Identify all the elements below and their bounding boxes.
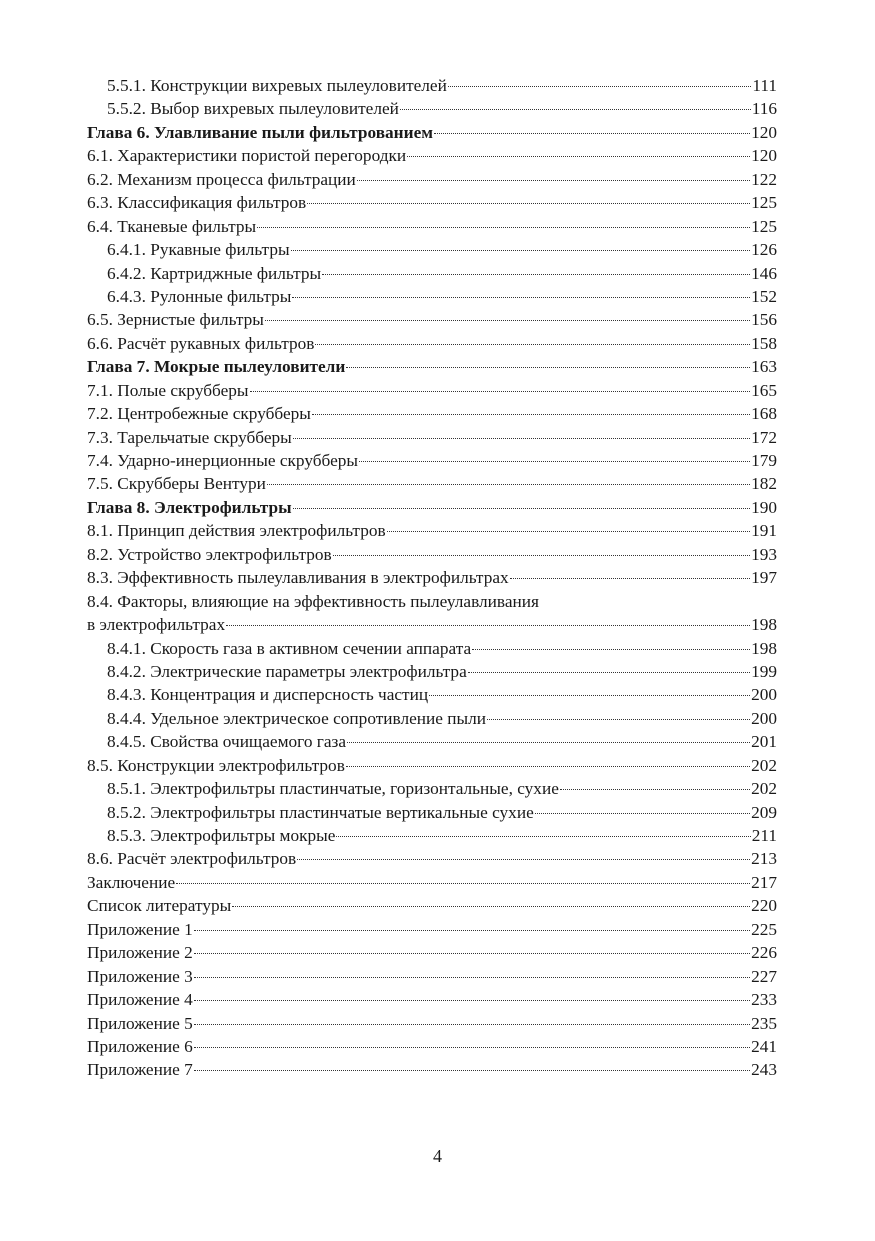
toc-dot-leader: [387, 527, 750, 532]
toc-entry-page-number: 168: [751, 404, 777, 424]
toc-entry[interactable]: [87, 801, 777, 824]
toc-entry-page-number: 202: [751, 755, 777, 775]
toc-dot-leader: [448, 82, 752, 87]
toc-entry-page-number: 111: [752, 76, 777, 95]
toc-entry-page-number: 156: [751, 310, 777, 330]
toc-entry-page-number: 235: [751, 1013, 777, 1033]
toc-dot-leader: [194, 996, 750, 1001]
toc-entry[interactable]: [87, 191, 777, 214]
toc-dot-leader: [226, 621, 750, 626]
toc-entry-page-number: 211: [751, 826, 777, 845]
toc-entry[interactable]: [87, 168, 777, 191]
toc-dot-leader: [312, 410, 750, 415]
toc-dot-leader: [232, 902, 750, 907]
toc-dot-leader: [297, 855, 750, 860]
toc-entry[interactable]: [87, 660, 777, 683]
toc-entry[interactable]: [87, 426, 777, 449]
toc-entry-title: 8.4. Факторы, влияющие на эффективность пылеулавливания: [87, 591, 539, 611]
toc-dot-leader: [194, 973, 750, 978]
toc-entry[interactable]: [87, 449, 777, 472]
table-of-contents: [87, 74, 777, 1082]
toc-entry-title: 6.6. Расчёт рукавных фильтров: [87, 333, 315, 353]
toc-entry-page-number: 126: [751, 240, 777, 260]
toc-entry-title: 7.2. Центробежные скрубберы: [87, 404, 311, 424]
toc-entry[interactable]: [87, 707, 777, 730]
toc-dot-leader: [434, 129, 750, 134]
toc-entry-title: 5.5.1. Конструкции вихревых пылеуловителей: [107, 76, 447, 95]
toc-entry-page-number: 179: [751, 451, 777, 470]
toc-entry[interactable]: [87, 730, 777, 753]
toc-dot-leader: [250, 387, 751, 392]
toc-dot-leader: [510, 574, 750, 579]
toc-entry-page-number: 200: [751, 708, 777, 728]
toc-entry-title: 6.4.1. Рукавные фильтры: [107, 240, 290, 260]
toc-entry[interactable]: [87, 965, 777, 988]
toc-entry-page-number: 146: [751, 263, 777, 283]
toc-entry-title: 6.2. Механизм процесса фильтрации: [87, 169, 356, 189]
toc-entry-page-number: 125: [751, 216, 777, 236]
toc-dot-leader: [333, 551, 750, 556]
toc-entry[interactable]: [87, 683, 777, 706]
toc-chapter-entry[interactable]: [87, 355, 777, 378]
toc-dot-leader: [194, 1020, 750, 1025]
toc-entry-title: Глава 6. Улавливание пыли фильтрованием: [87, 122, 434, 142]
toc-entry-title: 6.4. Тканевые фильтры: [87, 216, 257, 236]
toc-entry-title: 8.4.5. Свойства очищаемого газа: [107, 732, 347, 752]
toc-dot-leader: [400, 105, 751, 110]
toc-entry[interactable]: [87, 754, 777, 777]
toc-entry-title: Глава 8. Электрофильтры: [87, 497, 292, 517]
toc-entry[interactable]: [87, 308, 777, 331]
toc-entry-page-number: 198: [751, 615, 777, 635]
toc-dot-leader: [468, 668, 750, 673]
toc-entry-title: Приложение 5: [87, 1013, 193, 1033]
page-number: 4: [433, 1146, 442, 1166]
toc-entry[interactable]: [87, 379, 777, 402]
toc-chapter-entry[interactable]: [87, 496, 777, 519]
toc-entry-title: 8.5. Конструкции электрофильтров: [87, 755, 345, 775]
toc-entry-title: Приложение 2: [87, 943, 193, 963]
toc-entry-title: Заключение: [87, 872, 176, 892]
toc-entry[interactable]: [87, 941, 777, 964]
toc-entry[interactable]: [87, 988, 777, 1011]
toc-entry-page-number: 233: [751, 990, 777, 1010]
toc-entry[interactable]: [87, 894, 777, 917]
toc-entry[interactable]: [87, 613, 777, 636]
toc-entry[interactable]: [87, 402, 777, 425]
toc-entry[interactable]: [87, 215, 777, 238]
toc-entry-page-number: 199: [751, 661, 777, 681]
toc-dot-leader: [346, 363, 750, 368]
toc-entry-title: 6.4.2. Картриджные фильтры: [107, 263, 322, 283]
toc-entry[interactable]: [87, 262, 777, 285]
toc-dot-leader: [194, 1066, 750, 1071]
toc-entry-page-number: 125: [751, 193, 777, 213]
toc-entry-page-number: 158: [751, 333, 777, 353]
toc-entry-title: 8.3. Эффективность пылеулавливания в электрофильтрах: [87, 568, 509, 588]
toc-entry[interactable]: [87, 637, 777, 660]
toc-entry-page-number: 200: [751, 685, 777, 705]
toc-entry-page-number: 193: [751, 544, 777, 564]
toc-entry[interactable]: [87, 74, 777, 97]
toc-entry-page-number: 191: [751, 521, 777, 541]
toc-entry-title: 8.4.2. Электрические параметры электрофильтра: [107, 661, 467, 681]
toc-entry-page-number: 152: [751, 286, 777, 306]
toc-entry-page-number: 202: [751, 779, 777, 799]
toc-entry-page-number: 197: [751, 568, 777, 588]
toc-entry-page-number: 116: [751, 99, 777, 119]
toc-entry[interactable]: [87, 285, 777, 308]
toc-dot-leader: [429, 691, 750, 696]
toc-entry-page-number: 120: [751, 122, 777, 142]
toc-entry-title: 8.5.1. Электрофильтры пластинчатые, горизонтальные, сухие: [107, 779, 559, 799]
toc-entry-title: 6.4.3. Рулонные фильтры: [107, 286, 292, 306]
toc-dot-leader: [336, 832, 750, 837]
toc-dot-leader: [472, 645, 750, 650]
toc-entry[interactable]: [87, 871, 777, 894]
toc-entry-title: Список литературы: [87, 896, 232, 916]
toc-entry-title: 7.5. Скрубберы Вентури: [87, 474, 266, 494]
toc-entry-page-number: 225: [751, 919, 777, 939]
toc-entry-page-number: 182: [751, 474, 777, 494]
toc-entry-title: 8.1. Принцип действия электрофильтров: [87, 521, 386, 541]
toc-dot-leader: [315, 340, 750, 345]
toc-entry[interactable]: [87, 847, 777, 870]
toc-entry[interactable]: [87, 1012, 777, 1035]
toc-dot-leader: [293, 434, 750, 439]
toc-entry-title: Приложение 3: [87, 966, 193, 986]
toc-dot-leader: [194, 949, 750, 954]
toc-entry-title: Глава 7. Мокрые пылеуловители: [87, 357, 346, 377]
toc-dot-leader: [292, 293, 750, 298]
toc-dot-leader: [487, 715, 750, 720]
toc-entry-title: 6.3. Классификация фильтров: [87, 193, 307, 213]
toc-entry[interactable]: [87, 824, 777, 847]
toc-dot-leader: [307, 199, 750, 204]
toc-dot-leader: [265, 316, 750, 321]
toc-entry[interactable]: [87, 238, 777, 261]
toc-entry-page-number: 122: [751, 169, 777, 189]
toc-entry-title: Приложение 4: [87, 990, 193, 1010]
toc-dot-leader: [357, 176, 750, 181]
toc-dot-leader: [176, 879, 750, 884]
toc-entry-page-number: 217: [751, 872, 777, 892]
toc-entry-title: 8.6. Расчёт электрофильтров: [87, 849, 297, 869]
toc-entry-title: Приложение 7: [87, 1060, 193, 1080]
toc-entry[interactable]: [87, 332, 777, 355]
toc-entry-title: в электрофильтрах: [87, 615, 226, 635]
toc-entry[interactable]: [87, 144, 777, 167]
toc-entry-title: 7.4. Ударно-инерционные скрубберы: [87, 451, 359, 470]
toc-entry[interactable]: [87, 918, 777, 941]
toc-entry-title: 8.4.1. Скорость газа в активном сечении аппарата: [107, 638, 472, 658]
toc-entry[interactable]: [87, 519, 777, 542]
toc-entry-title: 7.3. Тарельчатые скрубберы: [87, 427, 292, 447]
toc-entry-page-number: 243: [751, 1060, 777, 1080]
toc-dot-leader: [194, 926, 750, 931]
toc-entry[interactable]: [87, 543, 777, 566]
toc-entry-title: 8.5.3. Электрофильтры мокрые: [107, 826, 336, 845]
toc-entry[interactable]: [87, 472, 777, 495]
toc-dot-leader: [535, 809, 750, 814]
toc-entry-page-number: 120: [751, 146, 777, 166]
toc-dot-leader: [257, 223, 750, 228]
toc-dot-leader: [346, 762, 750, 767]
toc-entry-page-number: 190: [751, 497, 777, 517]
toc-entry-page-number: 226: [751, 943, 777, 963]
toc-entry[interactable]: [87, 1058, 777, 1081]
toc-dot-leader: [291, 246, 751, 251]
toc-entry[interactable]: [87, 97, 777, 120]
toc-dot-leader: [322, 270, 750, 275]
toc-entry[interactable]: [87, 590, 777, 613]
toc-entry-page-number: 209: [751, 802, 777, 822]
toc-entry-page-number: 213: [751, 849, 777, 869]
toc-entry[interactable]: [87, 777, 777, 800]
toc-dot-leader: [267, 480, 750, 485]
toc-chapter-entry[interactable]: [87, 121, 777, 144]
toc-entry-page-number: 220: [751, 896, 777, 916]
toc-entry[interactable]: [87, 1035, 777, 1058]
toc-dot-leader: [359, 457, 750, 462]
toc-entry-page-number: 172: [751, 427, 777, 447]
toc-entry-page-number: 198: [751, 638, 777, 658]
toc-entry-title: Приложение 1: [87, 919, 193, 939]
toc-entry-title: 5.5.2. Выбор вихревых пылеуловителей: [107, 99, 399, 119]
toc-entry-title: Приложение 6: [87, 1036, 193, 1056]
toc-entry-title: 6.5. Зернистые фильтры: [87, 310, 264, 330]
toc-entry-page-number: 227: [751, 966, 777, 986]
toc-entry[interactable]: [87, 566, 777, 589]
toc-dot-leader: [407, 152, 750, 157]
toc-entry-page-number: 201: [751, 732, 777, 752]
toc-dot-leader: [194, 1043, 750, 1048]
toc-entry-title: 8.2. Устройство электрофильтров: [87, 544, 332, 564]
toc-entry-title: 8.4.4. Удельное электрическое сопротивление пыли: [107, 708, 486, 728]
toc-entry-title: 6.1. Характеристики пористой перегородки: [87, 146, 407, 166]
toc-entry-title: 7.1. Полые скрубберы: [87, 380, 249, 400]
toc-dot-leader: [293, 504, 750, 509]
toc-entry-title: 8.5.2. Электрофильтры пластинчатые вертикальные сухие: [107, 802, 534, 822]
toc-entry-page-number: 163: [751, 357, 777, 377]
toc-dot-leader: [560, 785, 750, 790]
toc-entry-title: 8.4.3. Концентрация и дисперсность частиц: [107, 685, 429, 705]
toc-dot-leader: [347, 738, 750, 743]
toc-entry-page-number: 165: [751, 380, 777, 400]
toc-entry-page-number: 241: [751, 1036, 777, 1056]
